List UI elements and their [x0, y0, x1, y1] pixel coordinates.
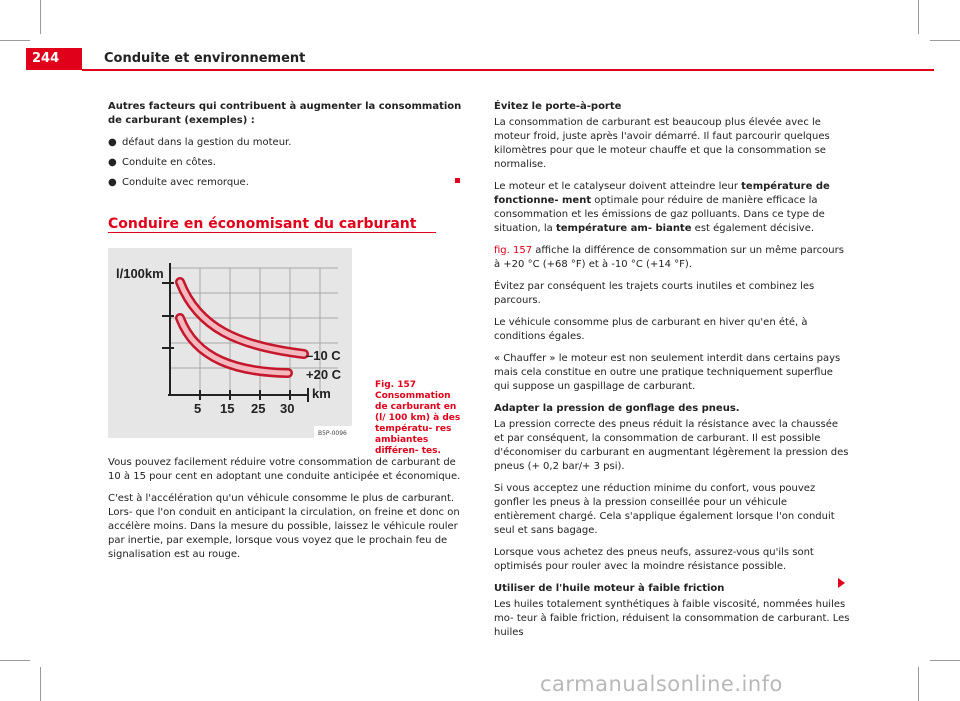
paragraph: Le moteur et le catalyseur doivent atteindre leur température de fonctionne- ment optimale pour réduire de manière efficace la consommation et les émissions de gaz polluants. Dans ce type de situation, la température am- biante est également décisive.: [494, 181, 830, 234]
crop-mark: [918, 0, 919, 34]
heading-porte-a-porte: Évitez le porte-à-porte: [494, 101, 622, 112]
figure-caption: Fig. 157 Consommation de carburant en (l/ 100 km) à des températu- res ambiantes différen- tes.: [375, 380, 461, 456]
paragraph: « Chauffer » le moteur est non seulement interdit dans certains pays mais cela constitue en outre une pratique techniquement superflue qui suppose un gaspillage de carburant.: [494, 353, 841, 392]
left-column-top: [108, 100, 462, 196]
x-tick-label: 15: [220, 401, 235, 416]
watermark: carmanualsonline.info: [540, 672, 783, 696]
crop-mark: [0, 40, 30, 41]
list-item: ● défaut dans la gestion du moteur.: [108, 137, 292, 148]
bullet-icon: ●: [108, 137, 117, 148]
heading-tire-pressure: Adapter la pression de gonflage des pneus.: [494, 403, 740, 414]
consumption-figure: [108, 248, 352, 438]
continue-arrow-icon: [838, 578, 845, 588]
paragraph: Les huiles totalement synthétiques à faible viscosité, nommées huiles mo- teur à faible friction, réduisent la consommation de carburant. Les huiles: [494, 599, 850, 638]
page-title: Conduite et environnement: [104, 51, 306, 66]
figure-link[interactable]: fig. 157: [494, 245, 533, 256]
bullet-icon: ●: [108, 177, 117, 188]
crop-mark: [40, 667, 41, 701]
x-tick-label: 5: [194, 401, 202, 416]
page-number: 244: [26, 48, 82, 70]
left-column-bottom: [108, 456, 462, 570]
consumption-diagram: [108, 248, 352, 438]
crop-mark: [930, 660, 960, 661]
section-end-icon: [455, 178, 460, 183]
figure-code: B5P-0096: [318, 430, 347, 437]
paragraph: Vous pouvez facilement réduire votre consommation de carburant de 10 à 15 pour cent en adoptant une conduite anticipée et économique.: [108, 457, 461, 482]
paragraph: Lorsque vous achetez des pneus neufs, assurez-vous qu'ils sont optimisés pour rouler avec la moindre résistance possible.: [494, 547, 814, 572]
y-axis-label: l/100km: [116, 266, 164, 281]
x-axis-unit: km: [312, 386, 331, 401]
list-item: ● Conduite en côtes.: [108, 157, 216, 168]
paragraph: C'est à l'accélération qu'un véhicule consomme le plus de carburant. Lors- que l'on conduit en anticipant la circulation, on freine et donc on accélère moins. Dans la mesure du possible, laissez le véhicule rouler par inertie, par exemple, lorsque vous voyez que le prochain feu de signalisation est au rouge.: [108, 493, 460, 560]
crop-mark: [918, 667, 919, 701]
paragraph: Si vous acceptez une réduction minime du confort, vous pouvez gonfler les pneus à la pression conseillée pour un véhicule entièrement chargé. Cela s'applique également lorsque l'on conduit seul et sans bagage.: [494, 483, 835, 536]
bullet-icon: ●: [108, 157, 117, 168]
paragraph: La pression correcte des pneus réduit la résistance avec la chaussée et par conséquent, la consommation de carburant. Il est possible d'économiser du carburant en augmentant légèrement la pression des pneus (+ 0,2 bar/+ 3 psi).: [494, 419, 849, 472]
paragraph: La consommation de carburant est beaucoup plus élevée avec le moteur froid, juste après l'avoir démarré. Il faut parcourir quelques kilomètres pour que le moteur chauffe et que la consommation se normalise.: [494, 117, 830, 170]
x-tick-label: 30: [280, 401, 295, 416]
factors-heading: Autres facteurs qui contribuent à augmenter la consommation de carburant (exemples) :: [108, 101, 462, 126]
series-label: –10 C: [306, 348, 341, 363]
crop-mark: [930, 40, 960, 41]
series-label: +20 C: [306, 367, 342, 382]
section-title: Conduire en économisant du carburant: [108, 216, 417, 232]
paragraph: Le véhicule consomme plus de carburant en hiver qu'en été, à conditions égales.: [494, 317, 808, 342]
right-column: [494, 100, 850, 648]
x-tick-label: 25: [251, 401, 266, 416]
list-item: ● Conduite avec remorque.: [108, 176, 462, 190]
crop-mark: [40, 0, 41, 34]
heading-low-friction-oil: Utiliser de l'huile moteur à faible friction: [494, 583, 725, 594]
header-rule: [82, 69, 934, 71]
paragraph: Évitez par conséquent les trajets courts inutiles et combinez les parcours.: [494, 281, 815, 306]
paragraph: fig. 157 affiche la différence de consommation sur un même parcours à +20 °C (+68 °F) et à -10 °C (+14 °F).: [494, 245, 844, 270]
crop-mark: [0, 660, 30, 661]
section-rule: [108, 232, 436, 233]
